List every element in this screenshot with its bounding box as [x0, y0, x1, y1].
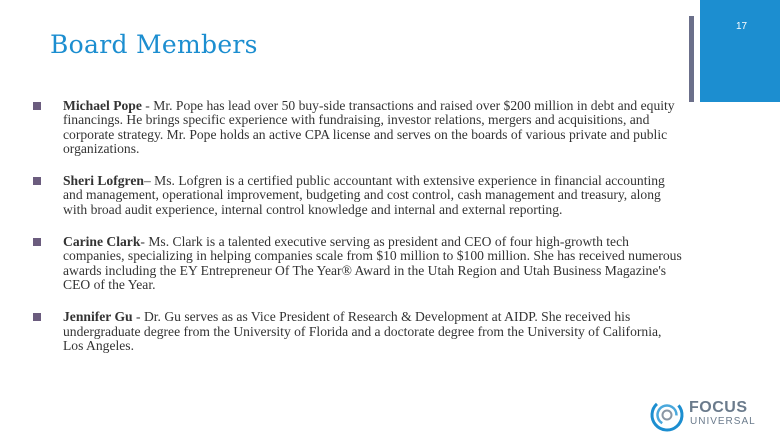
- logo-swirl-icon: [650, 396, 686, 434]
- page-number-box: [700, 0, 780, 102]
- bullet-icon: [33, 238, 41, 246]
- slide-title: Board Members: [50, 30, 258, 59]
- member-name: Sheri Lofgren: [63, 173, 144, 189]
- member-description: Ms. Clark is a talented executive serving as president and CEO of four high-growth tech companies, specializing in helping companies scale from $10 million to $100 million. She has received numerous awards including the EY Entrepreneur Of The Year® Award in the Utah Region and Utah Business Magazine's CEO of the Year.: [63, 234, 682, 292]
- member-sheri-lofgren: [33, 174, 683, 217]
- member-separator: -: [141, 98, 154, 113]
- member-name: Jennifer Gu: [63, 309, 133, 325]
- member-description: Mr. Pope has lead over 50 buy-side transactions and raised over $200 million in debt and equity financings. He brings specific experience with fundraising, investor relations, mergers and acquisitions, and corporate strategy. Mr. Pope holds an active CPA license and serves on the boards of various private and public organizations.: [63, 98, 675, 156]
- member-name: Michael Pope: [63, 98, 142, 113]
- focus-universal-logo: [650, 395, 774, 435]
- member-separator: -: [140, 234, 149, 250]
- bullet-icon: [33, 102, 41, 110]
- logo-text-focus: FOCUS: [689, 399, 748, 416]
- title-divider: [689, 16, 694, 102]
- member-description: Dr. Gu serves as as Vice President of Research & Development at AIDP. She received his undergraduate degree from the University of Florida and a doctorate degree from the University of California, Los Angeles.: [63, 309, 662, 353]
- member-name: Carine Clark: [63, 234, 141, 250]
- member-separator: -: [132, 309, 144, 325]
- member-michael-pope: [33, 99, 683, 156]
- member-carine-clark: [33, 235, 683, 292]
- board-members-list: [33, 99, 683, 371]
- bullet-icon: [33, 313, 41, 321]
- member-description: Ms. Lofgren is a certified public accountant with extensive experience in financial accounting and management, operational improvement, budgeting and cost control, cash management and treasury, along with broad audit experience, internal control knowledge and internal and external reporting.: [63, 173, 665, 217]
- bullet-icon: [33, 177, 41, 185]
- page-number: 17: [736, 21, 748, 32]
- member-separator: –: [143, 173, 155, 189]
- logo-text-universal: UNIVERSAL: [690, 416, 756, 427]
- member-jennifer-gu: [33, 310, 683, 353]
